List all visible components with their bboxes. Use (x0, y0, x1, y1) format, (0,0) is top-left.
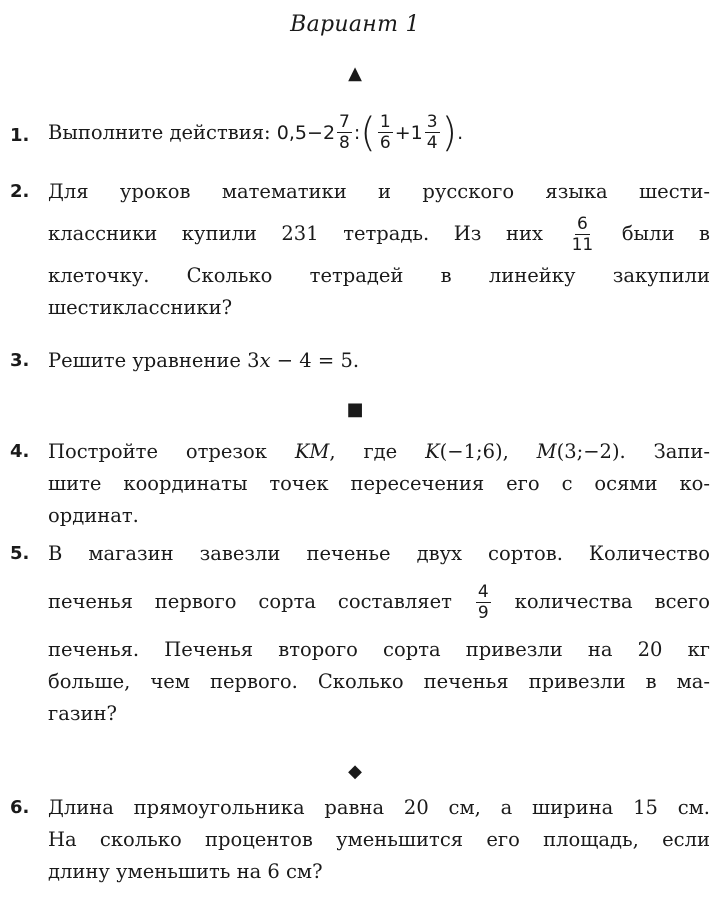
task-2-line-2a: классники купили 231 тетрадь. Из них (48, 222, 544, 245)
point-m-coords: (3;−2). Запи- (556, 440, 710, 463)
task-6 (10, 792, 710, 888)
task-5-fraction (476, 582, 491, 623)
task-5-line-2 (48, 570, 710, 634)
fraction-denominator: 8 (339, 133, 350, 153)
task-4-text: Постройте отрезок (48, 440, 295, 463)
task-1 (10, 109, 710, 156)
expr-end-period: . (457, 121, 464, 144)
task-4-line-1 (48, 436, 710, 468)
task-3-text-a: Решите уравнение 3 (48, 349, 260, 372)
segment-name: KM (294, 440, 330, 463)
fraction-denominator: 4 (426, 133, 438, 153)
expr-mixed3-whole: 1 (410, 121, 423, 144)
task-2-line-3: клеточку. Сколько тетрадей в линейку закупили (48, 264, 710, 287)
task-5-line-2a: печенья первого сорта составляет (48, 590, 452, 613)
variant-title: Вариант 1 (290, 12, 420, 37)
task-4 (10, 436, 710, 532)
task-5-line-2b: количества всего (514, 590, 711, 613)
task-6-line-1: Длина прямоугольника равна 20 см, а ширина 15 см. (48, 796, 710, 819)
fraction-numerator: 6 (577, 214, 588, 234)
task-2-fraction (570, 214, 596, 255)
square-level-marker: ■ (346, 399, 364, 420)
task-5 (10, 538, 710, 730)
task-1-content (48, 109, 464, 156)
fraction-numerator: 7 (339, 112, 350, 132)
fraction-numerator: 3 (426, 112, 438, 132)
task-5-line-3: печенья. Печенья второго сорта привезли на 20 кг (48, 638, 710, 661)
task-3-variable: x (259, 349, 271, 372)
task-number: 2. (10, 181, 30, 202)
task-1-text: Выполните действия: (48, 120, 271, 144)
task-2-line-2b: были в (621, 222, 711, 245)
task-4-line-3: ординат. (48, 504, 139, 527)
fraction-denominator: 6 (379, 133, 391, 153)
task-number: 6. (10, 797, 30, 818)
diamond-level-marker: ◆ (348, 761, 362, 782)
point-k: K (425, 440, 440, 463)
point-k-coords: (−1;6), (439, 440, 537, 463)
expr-mixed1-fraction (337, 112, 352, 153)
triangle-level-marker: ▲ (348, 63, 362, 84)
fraction-numerator: 4 (477, 582, 489, 602)
task-3 (10, 345, 710, 377)
expr-left-paren: ( (360, 109, 376, 156)
expr-decimal: 0,5 (276, 121, 308, 144)
task-5-line-1: В магазин завезли печенье двух сортов. Количество (48, 542, 710, 565)
point-m: M (536, 440, 557, 463)
task-4-line-2: шите координаты точек пересечения его с осями ко- (48, 472, 710, 495)
fraction-numerator: 1 (379, 112, 391, 132)
task-5-line-4: больше, чем первого. Сколько печенья привезли в ма- (48, 670, 710, 693)
expr-mixed1-whole: 2 (322, 121, 336, 144)
task-2-line-4: шестиклассники? (48, 296, 233, 319)
expr-op-divide: : (353, 121, 361, 144)
task-2 (10, 176, 710, 324)
task-4-text: , где (329, 440, 426, 463)
task-2-line-2 (48, 208, 710, 260)
fraction-denominator: 11 (571, 235, 594, 255)
expr-mixed3-fraction (425, 112, 440, 153)
task-2-line-1: Для уроков математики и русского языка шести- (48, 180, 710, 203)
task-number: 5. (10, 543, 30, 564)
task-5-line-5: газин? (48, 702, 117, 725)
fraction-denominator: 9 (477, 603, 489, 623)
task-number: 3. (10, 350, 30, 371)
task-3-text-b: − 4 = 5. (270, 349, 360, 372)
expr-op-plus: + (394, 121, 411, 144)
task-number: 4. (10, 441, 30, 462)
expr-right-paren: ) (441, 109, 458, 156)
expr-fraction2 (378, 112, 393, 153)
expr-op-minus: − (307, 121, 323, 144)
task-6-line-3: длину уменьшить на 6 см? (48, 860, 323, 883)
task-number: 1. (10, 125, 30, 146)
task-6-line-2: На сколько процентов уменьшится его площадь, если (48, 828, 710, 851)
